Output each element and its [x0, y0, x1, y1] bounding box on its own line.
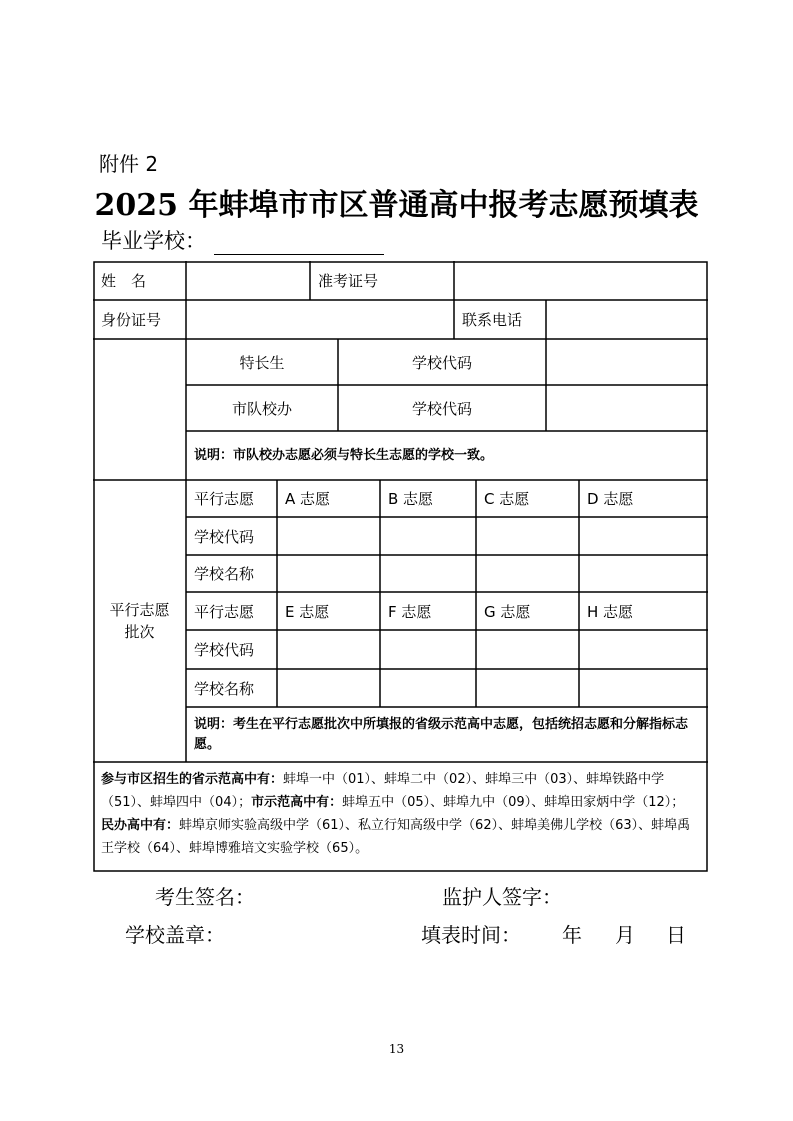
parallel-header-1-label: 平行志愿: [194, 490, 255, 508]
application-form-table: [93, 261, 708, 872]
private-schools-heading: 民办高中有：: [101, 818, 180, 833]
choice-b-name-field[interactable]: [380, 555, 476, 592]
school-list-text: [101, 768, 700, 860]
city-team-label: 市队校办: [231, 399, 292, 418]
choice-b-code-field[interactable]: [380, 517, 476, 555]
school-code-label-2: 学校代码: [194, 641, 255, 659]
choice-c-header: C 志愿: [484, 490, 530, 508]
choice-b-header: B 志愿: [388, 490, 434, 508]
school-seal-label: 学校盖章：: [125, 923, 225, 947]
parallel-batch-label-line2: 批次: [124, 623, 155, 641]
provincial-schools-heading: 参与市区招生的省示范高中有：: [101, 772, 284, 787]
specialty-school-code-field[interactable]: [546, 339, 708, 385]
choice-a-header: A 志愿: [285, 490, 331, 508]
day-label: 日: [666, 923, 686, 947]
choice-h-name-field[interactable]: [579, 669, 708, 707]
name-field[interactable]: [186, 261, 310, 300]
phone-field[interactable]: [546, 300, 708, 339]
phone-label: 联系电话: [462, 311, 523, 329]
city-team-school-code-label: 学校代码: [411, 399, 472, 418]
choice-e-header: E 志愿: [285, 602, 330, 621]
graduation-school-line: [101, 225, 384, 255]
choice-g-code-field[interactable]: [476, 630, 579, 669]
choice-f-code-field[interactable]: [380, 630, 476, 669]
choice-h-header: H 志愿: [587, 602, 634, 621]
choice-g-name-field[interactable]: [476, 669, 579, 707]
id-number-field[interactable]: [186, 300, 454, 339]
name-label: 姓 名: [101, 272, 147, 290]
choice-f-header: F 志愿: [388, 602, 432, 621]
choice-d-header: D 志愿: [587, 490, 634, 508]
special-note: 说明：市队校办志愿必须与特长生志愿的学校一致。: [194, 447, 494, 463]
guardian-signature-label: 监护人签字：: [442, 885, 562, 909]
provincial-schools-list: 蚌埠一中（01）、蚌埠二中（02）、蚌埠三中（03）、蚌埠铁路中学（51）、蚌埠四中（04）；: [101, 772, 665, 810]
city-schools-heading: 市示范高中有：: [251, 795, 343, 810]
fill-time-label: 填表时间：: [421, 923, 521, 947]
graduation-school-field[interactable]: [214, 232, 384, 255]
graduation-school-label: 毕业学校：: [101, 229, 206, 253]
choice-a-name-field[interactable]: [277, 555, 380, 592]
exam-number-field[interactable]: [454, 261, 708, 300]
year-label: 年: [562, 923, 582, 947]
month-label: 月: [615, 923, 635, 947]
choice-f-name-field[interactable]: [380, 669, 476, 707]
specialty-school-code-label: 学校代码: [411, 353, 472, 372]
attachment-label: 附件 2: [99, 152, 159, 176]
school-name-label-1: 学校名称: [194, 565, 255, 583]
private-schools-list: 蚌埠京师实验高级中学（61）、私立行知高级中学（62）、蚌埠美佛儿学校（63）、蚌埠禹王学校（64）、蚌埠博雅培文实验学校（65）。: [101, 818, 691, 856]
choice-e-code-field[interactable]: [277, 630, 380, 669]
choice-a-code-field[interactable]: [277, 517, 380, 555]
id-number-label: 身份证号: [101, 311, 162, 329]
city-team-school-code-field[interactable]: [546, 385, 708, 431]
page-number: 13: [388, 1042, 405, 1056]
parallel-batch-label-line1: 平行志愿: [109, 601, 170, 619]
choice-d-name-field[interactable]: [579, 555, 708, 592]
specialty-student-label: 特长生: [239, 353, 285, 372]
parallel-batch-label: [93, 480, 186, 762]
parallel-header-2-label: 平行志愿: [194, 602, 255, 621]
choice-c-name-field[interactable]: [476, 555, 579, 592]
choice-d-code-field[interactable]: [579, 517, 708, 555]
choice-g-header: G 志愿: [484, 602, 531, 621]
school-code-label-1: 学校代码: [194, 527, 255, 546]
student-signature-label: 考生签名：: [155, 885, 255, 909]
school-list-info: [93, 762, 708, 872]
city-schools-list: 蚌埠五中（05）、蚌埠九中（09）、蚌埠田家炳中学（12）；: [342, 795, 685, 810]
exam-number-label: 准考证号: [318, 272, 379, 290]
choice-h-code-field[interactable]: [579, 630, 708, 669]
school-name-label-2: 学校名称: [194, 679, 255, 698]
form-title: 2025 年蚌埠市市区普通高中报考志愿预填表: [94, 188, 699, 223]
choice-e-name-field[interactable]: [277, 669, 380, 707]
parallel-note: 说明：考生在平行志愿批次中所填报的省级示范高中志愿，包括统招志愿和分解指标志愿。: [194, 716, 689, 752]
choice-c-code-field[interactable]: [476, 517, 579, 555]
